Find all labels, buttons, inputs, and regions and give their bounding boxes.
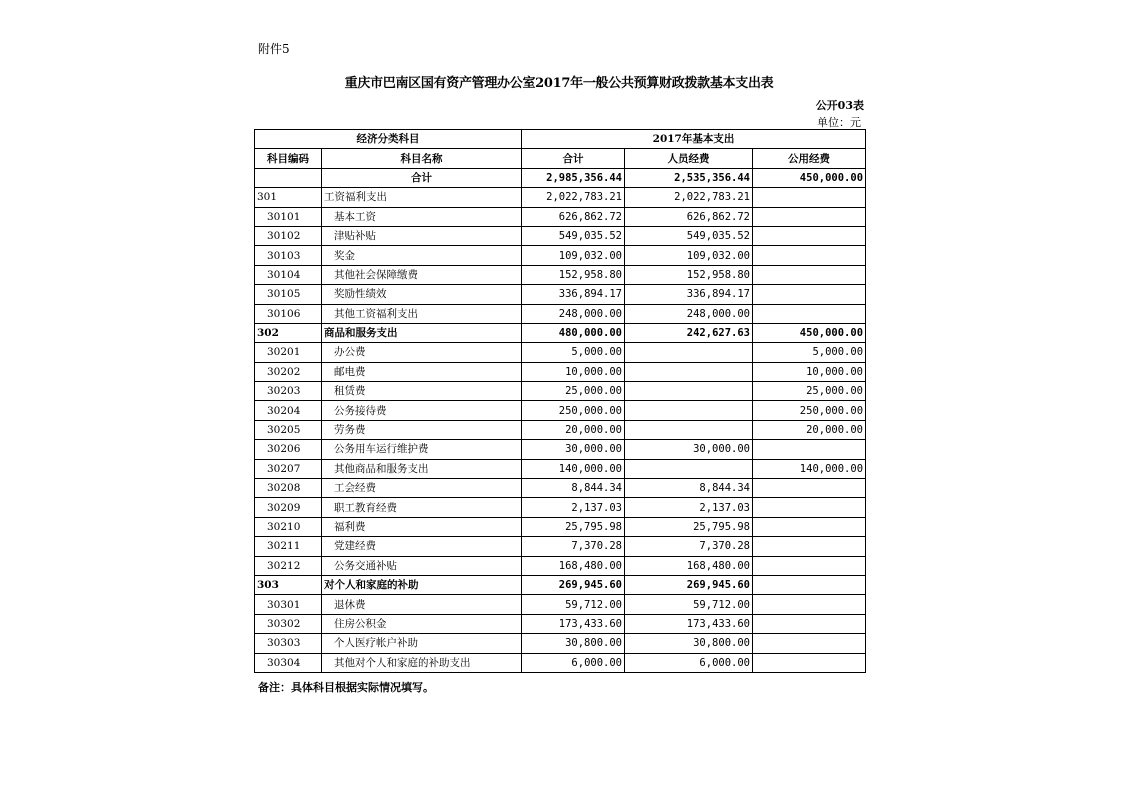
header-basic-expenditure: 2017年基本支出	[522, 130, 866, 149]
budget-table	[254, 129, 866, 673]
item-row	[255, 537, 866, 556]
header-economic-class: 经济分类科目	[255, 130, 522, 149]
item-code: 30302	[255, 614, 322, 633]
item-public	[753, 595, 866, 614]
category-personnel: 269,945.60	[625, 575, 753, 594]
unit-label: 单位：元	[817, 116, 861, 129]
item-code: 30303	[255, 634, 322, 653]
item-personnel: 8,844.34	[625, 479, 753, 498]
item-total: 109,032.00	[522, 246, 625, 265]
item-public: 25,000.00	[753, 382, 866, 401]
item-public: 250,000.00	[753, 401, 866, 420]
item-personnel: 152,958.80	[625, 265, 753, 284]
item-public	[753, 614, 866, 633]
item-total: 5,000.00	[522, 343, 625, 362]
item-row	[255, 343, 866, 362]
item-public	[753, 479, 866, 498]
item-name: 劳务费	[322, 420, 522, 439]
header-total: 合计	[522, 149, 625, 168]
total-personnel: 2,535,356.44	[625, 168, 753, 187]
total-amount: 2,985,356.44	[522, 168, 625, 187]
category-name: 商品和服务支出	[322, 323, 522, 342]
item-public: 10,000.00	[753, 362, 866, 381]
item-total: 20,000.00	[522, 420, 625, 439]
item-row	[255, 440, 866, 459]
item-name: 办公费	[322, 343, 522, 362]
item-row	[255, 634, 866, 653]
category-name: 对个人和家庭的补助	[322, 575, 522, 594]
item-total: 30,000.00	[522, 440, 625, 459]
header-name: 科目名称	[322, 149, 522, 168]
item-personnel	[625, 382, 753, 401]
item-public	[753, 653, 866, 672]
item-row	[255, 304, 866, 323]
item-personnel	[625, 343, 753, 362]
item-row	[255, 401, 866, 420]
category-name: 工资福利支出	[322, 188, 522, 207]
item-personnel: 549,035.52	[625, 226, 753, 245]
item-code: 30102	[255, 226, 322, 245]
item-public: 140,000.00	[753, 459, 866, 478]
form-number: 公开03表	[815, 99, 864, 112]
item-row	[255, 246, 866, 265]
item-code: 30202	[255, 362, 322, 381]
item-personnel: 30,000.00	[625, 440, 753, 459]
item-name: 福利费	[322, 517, 522, 536]
item-code: 30105	[255, 285, 322, 304]
item-name: 个人医疗帐户补助	[322, 634, 522, 653]
item-total: 7,370.28	[522, 537, 625, 556]
item-personnel: 109,032.00	[625, 246, 753, 265]
item-personnel: 626,862.72	[625, 207, 753, 226]
item-name: 退休费	[322, 595, 522, 614]
item-total: 140,000.00	[522, 459, 625, 478]
item-total: 2,137.03	[522, 498, 625, 517]
item-name: 公务交通补贴	[322, 556, 522, 575]
item-personnel	[625, 420, 753, 439]
category-row	[255, 575, 866, 594]
budget-table-body	[255, 130, 866, 673]
item-code: 30101	[255, 207, 322, 226]
item-public	[753, 498, 866, 517]
item-code: 30211	[255, 537, 322, 556]
item-personnel: 168,480.00	[625, 556, 753, 575]
item-code: 30304	[255, 653, 322, 672]
item-total: 168,480.00	[522, 556, 625, 575]
item-total: 626,862.72	[522, 207, 625, 226]
item-name: 津贴补贴	[322, 226, 522, 245]
item-total: 152,958.80	[522, 265, 625, 284]
item-public	[753, 556, 866, 575]
item-name: 住房公积金	[322, 614, 522, 633]
footnote: 备注：具体科目根据实际情况填写。	[258, 681, 434, 694]
item-public	[753, 246, 866, 265]
item-row	[255, 459, 866, 478]
header-row-group	[255, 130, 866, 149]
item-personnel: 336,894.17	[625, 285, 753, 304]
item-row	[255, 285, 866, 304]
item-public	[753, 207, 866, 226]
item-total: 248,000.00	[522, 304, 625, 323]
item-public: 5,000.00	[753, 343, 866, 362]
item-public	[753, 537, 866, 556]
item-row	[255, 420, 866, 439]
category-code: 301	[255, 188, 322, 207]
item-row	[255, 382, 866, 401]
item-name: 租赁费	[322, 382, 522, 401]
header-row-columns	[255, 149, 866, 168]
item-code: 30206	[255, 440, 322, 459]
total-row	[255, 168, 866, 187]
item-public	[753, 265, 866, 284]
header-personnel: 人员经费	[625, 149, 753, 168]
header-code: 科目编码	[255, 149, 322, 168]
item-total: 8,844.34	[522, 479, 625, 498]
item-public	[753, 440, 866, 459]
item-code: 30207	[255, 459, 322, 478]
item-total: 25,795.98	[522, 517, 625, 536]
item-name: 其他对个人和家庭的补助支出	[322, 653, 522, 672]
item-total: 59,712.00	[522, 595, 625, 614]
item-name: 职工教育经费	[322, 498, 522, 517]
item-public	[753, 304, 866, 323]
item-public	[753, 634, 866, 653]
item-name: 公务用车运行维护费	[322, 440, 522, 459]
item-name: 其他工资福利支出	[322, 304, 522, 323]
item-public	[753, 226, 866, 245]
item-total: 250,000.00	[522, 401, 625, 420]
item-name: 其他商品和服务支出	[322, 459, 522, 478]
item-row	[255, 653, 866, 672]
header-public: 公用经费	[753, 149, 866, 168]
item-row	[255, 362, 866, 381]
total-public: 450,000.00	[753, 168, 866, 187]
item-public: 20,000.00	[753, 420, 866, 439]
category-personnel: 242,627.63	[625, 323, 753, 342]
total-code-cell	[255, 168, 322, 187]
category-code: 303	[255, 575, 322, 594]
item-personnel: 173,433.60	[625, 614, 753, 633]
item-code: 30204	[255, 401, 322, 420]
item-code: 30301	[255, 595, 322, 614]
item-name: 基本工资	[322, 207, 522, 226]
item-code: 30106	[255, 304, 322, 323]
item-code: 30210	[255, 517, 322, 536]
category-public	[753, 575, 866, 594]
item-code: 30209	[255, 498, 322, 517]
item-total: 173,433.60	[522, 614, 625, 633]
category-row	[255, 188, 866, 207]
item-code: 30203	[255, 382, 322, 401]
item-total: 30,800.00	[522, 634, 625, 653]
item-name: 公务接待费	[322, 401, 522, 420]
item-personnel: 59,712.00	[625, 595, 753, 614]
category-total: 480,000.00	[522, 323, 625, 342]
page-title: 重庆市巴南区国有资产管理办公室2017年一般公共预算财政拨款基本支出表	[344, 76, 774, 91]
item-row	[255, 479, 866, 498]
item-name: 邮电费	[322, 362, 522, 381]
item-row	[255, 207, 866, 226]
item-personnel	[625, 401, 753, 420]
item-code: 30201	[255, 343, 322, 362]
item-row	[255, 517, 866, 536]
category-total: 269,945.60	[522, 575, 625, 594]
item-public	[753, 285, 866, 304]
attachment-label: 附件5	[258, 42, 290, 56]
item-personnel: 30,800.00	[625, 634, 753, 653]
item-code: 30208	[255, 479, 322, 498]
item-total: 10,000.00	[522, 362, 625, 381]
total-label: 合计	[322, 168, 522, 187]
item-personnel: 2,137.03	[625, 498, 753, 517]
item-public	[753, 517, 866, 536]
category-row	[255, 323, 866, 342]
category-public	[753, 188, 866, 207]
item-personnel	[625, 362, 753, 381]
category-public: 450,000.00	[753, 323, 866, 342]
item-total: 25,000.00	[522, 382, 625, 401]
item-code: 30212	[255, 556, 322, 575]
item-personnel: 25,795.98	[625, 517, 753, 536]
item-name: 奖励性绩效	[322, 285, 522, 304]
item-code: 30104	[255, 265, 322, 284]
item-code: 30205	[255, 420, 322, 439]
item-personnel: 6,000.00	[625, 653, 753, 672]
item-row	[255, 614, 866, 633]
item-personnel: 248,000.00	[625, 304, 753, 323]
item-total: 6,000.00	[522, 653, 625, 672]
item-row	[255, 226, 866, 245]
item-row	[255, 556, 866, 575]
item-row	[255, 498, 866, 517]
item-row	[255, 265, 866, 284]
item-row	[255, 595, 866, 614]
category-personnel: 2,022,783.21	[625, 188, 753, 207]
item-code: 30103	[255, 246, 322, 265]
item-personnel	[625, 459, 753, 478]
item-name: 工会经费	[322, 479, 522, 498]
item-total: 336,894.17	[522, 285, 625, 304]
category-code: 302	[255, 323, 322, 342]
category-total: 2,022,783.21	[522, 188, 625, 207]
item-name: 其他社会保障缴费	[322, 265, 522, 284]
item-personnel: 7,370.28	[625, 537, 753, 556]
item-name: 奖金	[322, 246, 522, 265]
item-name: 党建经费	[322, 537, 522, 556]
item-total: 549,035.52	[522, 226, 625, 245]
